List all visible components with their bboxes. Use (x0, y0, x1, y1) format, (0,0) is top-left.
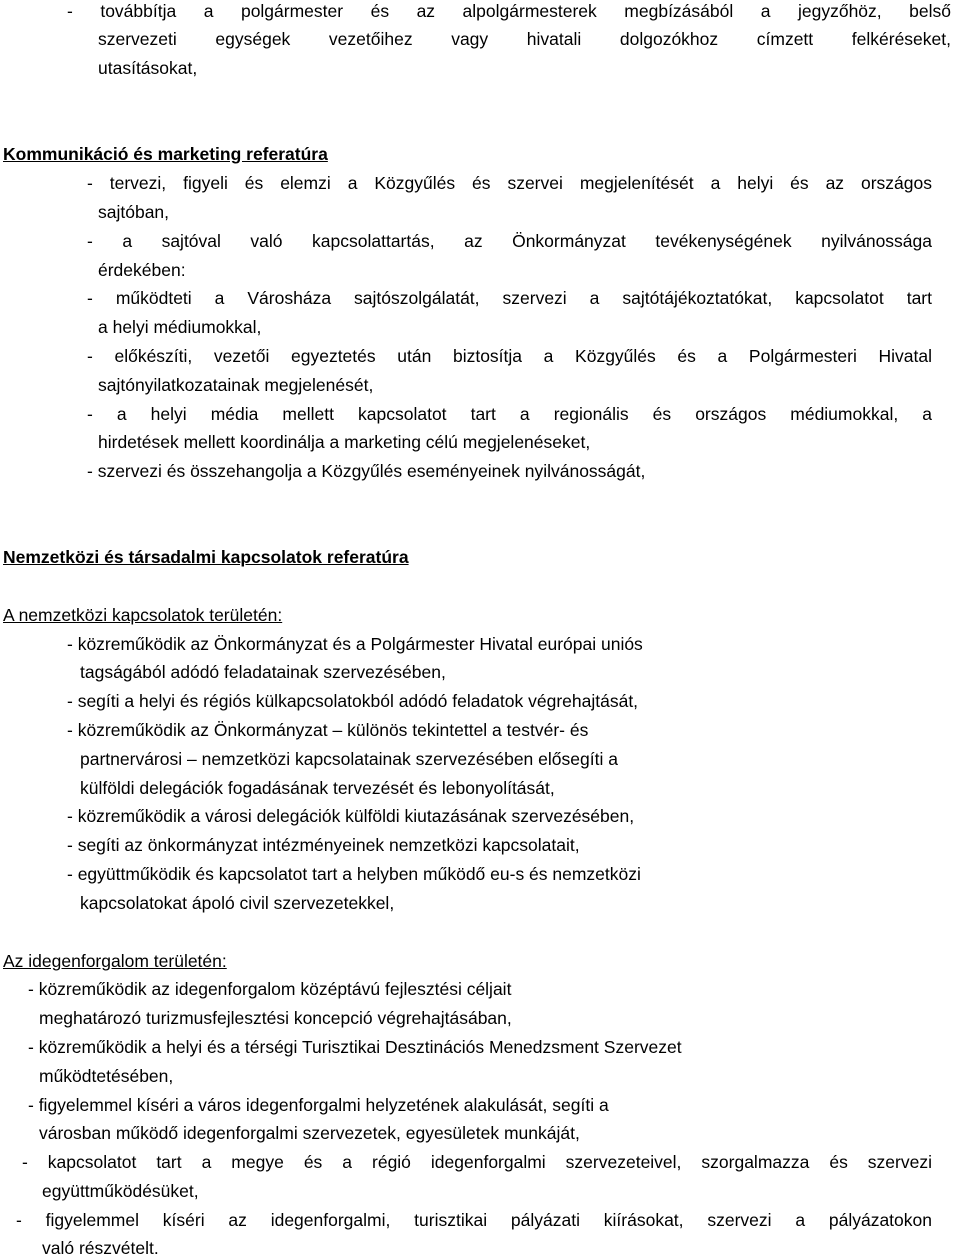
nemzetkozi-line-4: - közreműködik az Önkormányzat – különös tekintettel a testvér- és (67, 720, 589, 740)
idegenforgalom-line-5: - figyelemmel kíséri a város idegenforgalmi helyzetének alakulását, segíti a (28, 1095, 609, 1115)
nemzetkozi-line-7: - közreműködik a városi delegációk külföldi kiutazásának szervezésében, (67, 806, 635, 826)
nemzetkozi-line-9: - együttműködik és kapcsolatot tart a helyben működő eu-s és nemzetközi (67, 864, 641, 884)
intro-line-3: utasításokat, (98, 58, 198, 78)
kommunikacio-line-7: - előkészíti, vezetői egyeztetés után biztosítja a Közgyűlés és a Polgármesteri Hivatal (87, 346, 932, 366)
nemzetkozi-line-8: - segíti az önkormányzat intézményeinek nemzetközi kapcsolatait, (67, 835, 580, 855)
kommunikacio-line-6: a helyi médiumokkal, (98, 317, 262, 337)
subheading-idegenforgalom: Az idegenforgalom területén: (3, 951, 227, 971)
nemzetkozi-line-10: kapcsolatokat ápoló civil szervezetekkel, (80, 893, 395, 913)
kommunikacio-line-5: - működteti a Városháza sajtószolgálatát, szervezi a sajtótájékoztatókat, kapcsolatot tart (87, 288, 932, 308)
nemzetkozi-line-3: - segíti a helyi és régiós külkapcsolatokból adódó feladatok végrehajtását, (67, 691, 639, 711)
kommunikacio-line-9: - a helyi média mellett kapcsolatot tart a regionális és országos médiumokkal, a (87, 404, 932, 424)
kommunikacio-line-8: sajtónyilatkozatainak megjelenését, (98, 375, 374, 395)
idegenforgalom-line-6: városban működő idegenforgalmi szervezetek, egyesületek munkáját, (39, 1123, 580, 1143)
kommunikacio-line-2: sajtóban, (98, 202, 170, 222)
intro-line-1: - továbbítja a polgármester és az alpolgármesterek megbízásából a jegyzőhöz, belső (67, 1, 951, 21)
nemzetkozi-line-2: tagságából adódó feladatainak szervezésében, (80, 662, 446, 682)
idegenforgalom-line-3: - közreműködik a helyi és a térségi Turisztikai Desztinációs Menedzsment Szervezet (28, 1037, 682, 1057)
idegenforgalom-line-8: együttműködésüket, (42, 1181, 199, 1201)
kommunikacio-line-10: hirdetések mellett koordinálja a marketing célú megjelenéseket, (98, 432, 591, 452)
idegenforgalom-line-4: működtetésében, (39, 1066, 174, 1086)
nemzetkozi-line-6: külföldi delegációk fogadásának tervezését és lebonyolítását, (80, 778, 555, 798)
section-heading-nemzetkozi: Nemzetközi és társadalmi kapcsolatok referatúra (3, 547, 409, 567)
idegenforgalom-line-7: - kapcsolatot tart a megye és a régió idegenforgalmi szervezeteivel, szorgalmazza és szervezi (22, 1152, 932, 1172)
idegenforgalom-line-2: meghatározó turizmusfejlesztési koncepció végrehajtásában, (39, 1008, 512, 1028)
idegenforgalom-line-10: való részvételt. (42, 1238, 159, 1258)
section-heading-kommunikacio: Kommunikáció és marketing referatúra (3, 144, 328, 164)
kommunikacio-line-1: - tervezi, figyeli és elemzi a Közgyűlés és szervei megjelenítését a helyi és az országos (87, 173, 932, 193)
subheading-nemzetkozi-kapcsolatok: A nemzetközi kapcsolatok területén: (3, 605, 283, 625)
intro-line-2: szervezeti egységek vezetőihez vagy hivatali dolgozókhoz címzett felkéréseket, (98, 29, 951, 49)
nemzetkozi-line-5: partnervárosi – nemzetközi kapcsolatainak szervezésében elősegíti a (80, 749, 618, 769)
idegenforgalom-line-1: - közreműködik az idegenforgalom középtávú fejlesztési céljait (28, 979, 512, 999)
kommunikacio-line-4: érdekében: (98, 260, 186, 280)
nemzetkozi-line-1: - közreműködik az Önkormányzat és a Polgármester Hivatal európai uniós (67, 634, 643, 654)
kommunikacio-line-11: - szervezi és összehangolja a Közgyűlés eseményeinek nyilvánosságát, (87, 461, 646, 481)
kommunikacio-line-3: - a sajtóval való kapcsolattartás, az Önkormányzat tevékenységének nyilvánossága (87, 231, 932, 251)
idegenforgalom-line-9: - figyelemmel kíséri az idegenforgalmi, turisztikai pályázati kiírásokat, szervezi a pályázatokon (16, 1210, 932, 1230)
